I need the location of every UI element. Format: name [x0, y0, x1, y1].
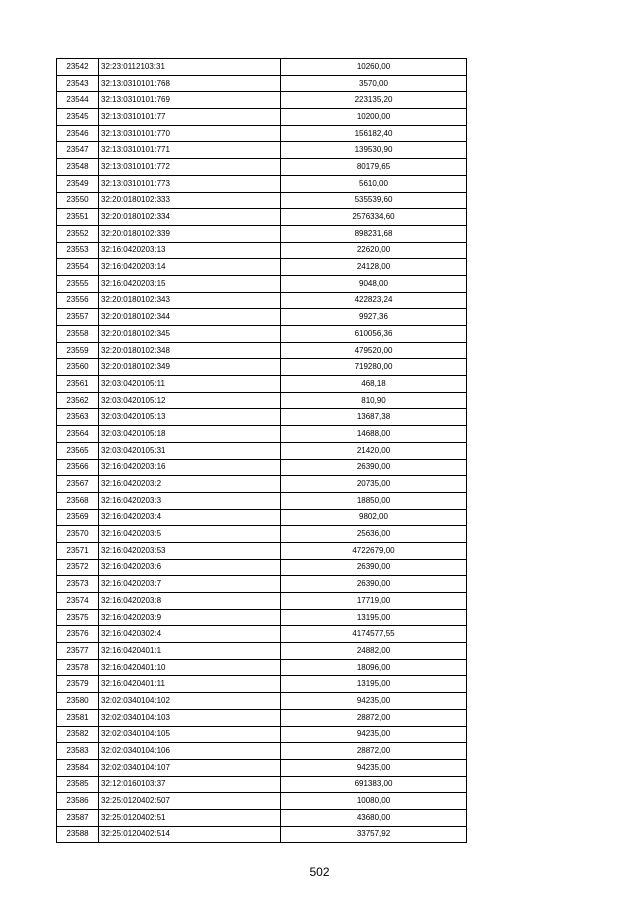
value-cell: 479520,00	[281, 342, 467, 359]
row-number-cell: 23573	[57, 576, 99, 593]
row-number-cell: 23555	[57, 275, 99, 292]
value-cell: 20735,00	[281, 476, 467, 493]
value-cell: 10080,00	[281, 793, 467, 810]
cadastral-number-cell: 32:20:0180102:349	[99, 359, 281, 376]
row-number-cell: 23571	[57, 542, 99, 559]
row-number-cell: 23544	[57, 92, 99, 109]
cadastral-number-cell: 32:03:0420105:31	[99, 442, 281, 459]
cadastral-number-cell: 32:03:0420105:12	[99, 392, 281, 409]
row-number-cell: 23549	[57, 175, 99, 192]
table-row	[57, 776, 467, 793]
cadastral-number-cell: 32:13:0310101:772	[99, 159, 281, 176]
row-number-cell: 23543	[57, 75, 99, 92]
value-cell: 10200,00	[281, 109, 467, 126]
table-row	[57, 643, 467, 660]
records-table	[56, 58, 467, 843]
row-number-cell: 23548	[57, 159, 99, 176]
row-number-cell: 23545	[57, 109, 99, 126]
cadastral-number-cell: 32:16:0420401:1	[99, 643, 281, 660]
table-row	[57, 359, 467, 376]
cadastral-number-cell: 32:20:0180102:345	[99, 326, 281, 343]
row-number-cell: 23587	[57, 809, 99, 826]
cadastral-number-cell: 32:02:0340104:107	[99, 759, 281, 776]
value-cell: 26390,00	[281, 459, 467, 476]
value-cell: 94235,00	[281, 693, 467, 710]
cadastral-number-cell: 32:16:0420401:11	[99, 676, 281, 693]
cadastral-number-cell: 32:13:0310101:773	[99, 175, 281, 192]
row-number-cell: 23580	[57, 693, 99, 710]
row-number-cell: 23553	[57, 242, 99, 259]
table-row	[57, 509, 467, 526]
table-row	[57, 542, 467, 559]
table-row	[57, 75, 467, 92]
cadastral-number-cell: 32:20:0180102:334	[99, 209, 281, 226]
row-number-cell: 23569	[57, 509, 99, 526]
table-row	[57, 175, 467, 192]
table-row	[57, 809, 467, 826]
value-cell: 25636,00	[281, 526, 467, 543]
row-number-cell: 23547	[57, 142, 99, 159]
value-cell: 17719,00	[281, 593, 467, 610]
cadastral-number-cell: 32:16:0420401:10	[99, 659, 281, 676]
value-cell: 9802,00	[281, 509, 467, 526]
cadastral-number-cell: 32:16:0420203:9	[99, 609, 281, 626]
value-cell: 43680,00	[281, 809, 467, 826]
value-cell: 26390,00	[281, 576, 467, 593]
row-number-cell: 23546	[57, 125, 99, 142]
row-number-cell: 23572	[57, 559, 99, 576]
table-row	[57, 192, 467, 209]
row-number-cell: 23560	[57, 359, 99, 376]
cadastral-number-cell: 32:20:0180102:339	[99, 225, 281, 242]
value-cell: 18096,00	[281, 659, 467, 676]
row-number-cell: 23574	[57, 593, 99, 610]
table-row	[57, 693, 467, 710]
value-cell: 26390,00	[281, 559, 467, 576]
cadastral-number-cell: 32:02:0340104:105	[99, 726, 281, 743]
cadastral-number-cell: 32:20:0180102:343	[99, 292, 281, 309]
value-cell: 13195,00	[281, 609, 467, 626]
table-row	[57, 326, 467, 343]
row-number-cell: 23563	[57, 409, 99, 426]
value-cell: 80179,65	[281, 159, 467, 176]
row-number-cell: 23588	[57, 826, 99, 843]
value-cell: 21420,00	[281, 442, 467, 459]
row-number-cell: 23542	[57, 59, 99, 76]
table-row	[57, 442, 467, 459]
cadastral-number-cell: 32:16:0420203:13	[99, 242, 281, 259]
value-cell: 28872,00	[281, 743, 467, 760]
row-number-cell: 23564	[57, 426, 99, 443]
table-row	[57, 159, 467, 176]
value-cell: 9048,00	[281, 275, 467, 292]
cadastral-number-cell: 32:12:0160103:37	[99, 776, 281, 793]
table-row	[57, 259, 467, 276]
table-row	[57, 459, 467, 476]
table-row	[57, 492, 467, 509]
row-number-cell: 23550	[57, 192, 99, 209]
table-row	[57, 676, 467, 693]
cadastral-number-cell: 32:16:0420203:7	[99, 576, 281, 593]
table-row	[57, 92, 467, 109]
row-number-cell: 23552	[57, 225, 99, 242]
cadastral-number-cell: 32:02:0340104:102	[99, 693, 281, 710]
table-row	[57, 409, 467, 426]
cadastral-number-cell: 32:16:0420203:16	[99, 459, 281, 476]
cadastral-number-cell: 32:25:0120402:51	[99, 809, 281, 826]
table-row	[57, 609, 467, 626]
row-number-cell: 23584	[57, 759, 99, 776]
cadastral-number-cell: 32:16:0420203:14	[99, 259, 281, 276]
row-number-cell: 23554	[57, 259, 99, 276]
cadastral-number-cell: 32:02:0340104:106	[99, 743, 281, 760]
row-number-cell: 23562	[57, 392, 99, 409]
cadastral-number-cell: 32:02:0340104:103	[99, 709, 281, 726]
table-row	[57, 109, 467, 126]
table-row	[57, 275, 467, 292]
records-table-body	[57, 59, 467, 843]
value-cell: 13195,00	[281, 676, 467, 693]
row-number-cell: 23559	[57, 342, 99, 359]
row-number-cell: 23579	[57, 676, 99, 693]
row-number-cell: 23557	[57, 309, 99, 326]
value-cell: 33757,92	[281, 826, 467, 843]
cadastral-number-cell: 32:16:0420203:2	[99, 476, 281, 493]
row-number-cell: 23585	[57, 776, 99, 793]
value-cell: 4174577,55	[281, 626, 467, 643]
cadastral-number-cell: 32:23:0112103:31	[99, 59, 281, 76]
table-row	[57, 476, 467, 493]
table-row	[57, 376, 467, 393]
value-cell: 535539,60	[281, 192, 467, 209]
table-row	[57, 342, 467, 359]
value-cell: 13687,38	[281, 409, 467, 426]
value-cell: 28872,00	[281, 709, 467, 726]
cadastral-number-cell: 32:25:0120402:514	[99, 826, 281, 843]
table-row	[57, 242, 467, 259]
value-cell: 139530,90	[281, 142, 467, 159]
value-cell: 898231,68	[281, 225, 467, 242]
cadastral-number-cell: 32:13:0310101:771	[99, 142, 281, 159]
table-row	[57, 142, 467, 159]
table-row	[57, 826, 467, 843]
value-cell: 5610,00	[281, 175, 467, 192]
cadastral-number-cell: 32:13:0310101:770	[99, 125, 281, 142]
value-cell: 2576334,60	[281, 209, 467, 226]
table-row	[57, 576, 467, 593]
cadastral-number-cell: 32:16:0420203:8	[99, 593, 281, 610]
cadastral-number-cell: 32:16:0420203:53	[99, 542, 281, 559]
table-row	[57, 743, 467, 760]
table-row	[57, 209, 467, 226]
table-row	[57, 225, 467, 242]
row-number-cell: 23583	[57, 743, 99, 760]
value-cell: 9927,36	[281, 309, 467, 326]
table-row	[57, 626, 467, 643]
table-row	[57, 526, 467, 543]
value-cell: 14688,00	[281, 426, 467, 443]
cadastral-number-cell: 32:16:0420302:4	[99, 626, 281, 643]
value-cell: 719280,00	[281, 359, 467, 376]
row-number-cell: 23551	[57, 209, 99, 226]
cadastral-number-cell: 32:25:0120402:507	[99, 793, 281, 810]
table-row	[57, 125, 467, 142]
row-number-cell: 23566	[57, 459, 99, 476]
cadastral-number-cell: 32:03:0420105:13	[99, 409, 281, 426]
table-row	[57, 292, 467, 309]
cadastral-number-cell: 32:20:0180102:333	[99, 192, 281, 209]
table-row	[57, 559, 467, 576]
value-cell: 691383,00	[281, 776, 467, 793]
row-number-cell: 23577	[57, 643, 99, 660]
row-number-cell: 23570	[57, 526, 99, 543]
value-cell: 24128,00	[281, 259, 467, 276]
value-cell: 18850,00	[281, 492, 467, 509]
table-row	[57, 659, 467, 676]
cadastral-number-cell: 32:20:0180102:348	[99, 342, 281, 359]
table-row	[57, 309, 467, 326]
row-number-cell: 23582	[57, 726, 99, 743]
row-number-cell: 23575	[57, 609, 99, 626]
row-number-cell: 23581	[57, 709, 99, 726]
table-row	[57, 426, 467, 443]
value-cell: 3570,00	[281, 75, 467, 92]
row-number-cell: 23565	[57, 442, 99, 459]
cadastral-number-cell: 32:13:0310101:768	[99, 75, 281, 92]
value-cell: 4722679,00	[281, 542, 467, 559]
table-row	[57, 759, 467, 776]
row-number-cell: 23576	[57, 626, 99, 643]
row-number-cell: 23558	[57, 326, 99, 343]
table-row	[57, 793, 467, 810]
table-row	[57, 726, 467, 743]
cadastral-number-cell: 32:03:0420105:11	[99, 376, 281, 393]
row-number-cell: 23561	[57, 376, 99, 393]
row-number-cell: 23568	[57, 492, 99, 509]
cadastral-number-cell: 32:16:0420203:15	[99, 275, 281, 292]
table-row	[57, 709, 467, 726]
value-cell: 156182,40	[281, 125, 467, 142]
page-number: 502	[309, 865, 330, 879]
value-cell: 468,18	[281, 376, 467, 393]
cadastral-number-cell: 32:03:0420105:18	[99, 426, 281, 443]
value-cell: 10260,00	[281, 59, 467, 76]
row-number-cell: 23567	[57, 476, 99, 493]
row-number-cell: 23578	[57, 659, 99, 676]
row-number-cell: 23556	[57, 292, 99, 309]
value-cell: 610056,36	[281, 326, 467, 343]
row-number-cell: 23586	[57, 793, 99, 810]
table-row	[57, 392, 467, 409]
value-cell: 24882,00	[281, 643, 467, 660]
cadastral-number-cell: 32:16:0420203:4	[99, 509, 281, 526]
cadastral-number-cell: 32:13:0310101:769	[99, 92, 281, 109]
table-row	[57, 593, 467, 610]
value-cell: 223135,20	[281, 92, 467, 109]
cadastral-number-cell: 32:16:0420203:3	[99, 492, 281, 509]
cadastral-number-cell: 32:13:0310101:77	[99, 109, 281, 126]
cadastral-number-cell: 32:20:0180102:344	[99, 309, 281, 326]
value-cell: 422823,24	[281, 292, 467, 309]
table-row	[57, 59, 467, 76]
cadastral-number-cell: 32:16:0420203:5	[99, 526, 281, 543]
cadastral-number-cell: 32:16:0420203:6	[99, 559, 281, 576]
value-cell: 810,90	[281, 392, 467, 409]
value-cell: 94235,00	[281, 759, 467, 776]
value-cell: 94235,00	[281, 726, 467, 743]
value-cell: 22620,00	[281, 242, 467, 259]
